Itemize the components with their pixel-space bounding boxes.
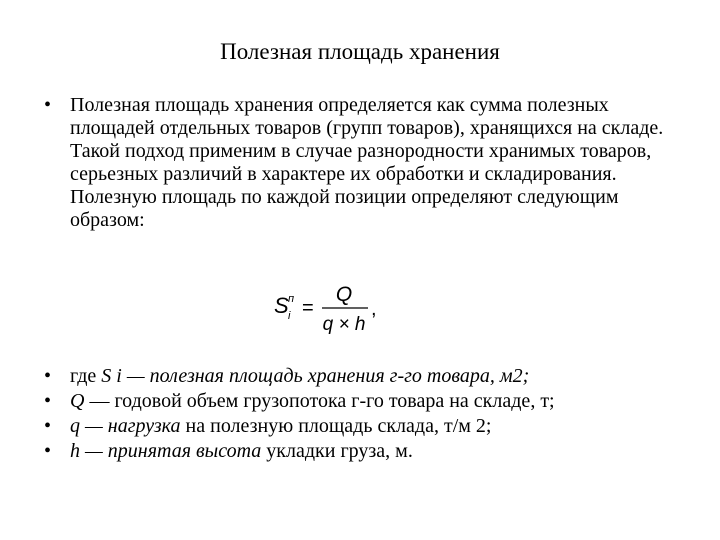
item-text-part: — годовой объем грузопотока г-го товара на складе, т;	[84, 390, 555, 412]
list-item	[44, 414, 704, 439]
formula-graphic	[272, 277, 392, 337]
formula-lhs-sup: п	[288, 293, 295, 305]
intro-paragraph	[44, 94, 694, 232]
intro-text: Полезная площадь хранения определяется как сумма полезных площадей отдельных товаров (групп товаров), хранящихся на складе. Такой подход применим в случае разнородности хранимых товаров, серьезных различий в характере их обработки и складирования. Полезную площадь по каждой позиции определяют следующим образом:	[70, 94, 664, 231]
definitions-list	[44, 364, 704, 464]
item-text-part: укладки груза, м.	[261, 440, 413, 462]
list-item	[44, 389, 704, 414]
formula-lhs: S	[274, 293, 289, 318]
item-text-part: где	[70, 365, 102, 387]
bullet-icon: •	[44, 415, 52, 437]
formula-trailing: ,	[371, 298, 377, 320]
formula-equals: =	[302, 297, 314, 319]
item-text-part: на полезную площадь склада, т/м 2;	[180, 415, 492, 437]
item-text-part: S i — полезная площадь хранения г-го товара, м2;	[101, 365, 530, 387]
formula-numerator: Q	[335, 283, 353, 306]
item-text-part: q — нагрузка	[70, 415, 181, 437]
list-item	[44, 439, 704, 464]
list-item	[44, 364, 704, 389]
item-text-part: h — принятая высота	[70, 440, 262, 462]
slide-title: Полезная площадь хранения	[220, 39, 500, 64]
bullet-icon: •	[44, 440, 52, 462]
formula-lhs-sub: i	[288, 310, 291, 322]
bullet-icon: •	[44, 94, 52, 116]
formula	[272, 277, 392, 337]
formula-denominator: q × h	[322, 314, 366, 335]
bullet-icon: •	[44, 390, 52, 412]
bullet-icon: •	[44, 365, 52, 387]
item-text-part: Q	[70, 390, 85, 412]
